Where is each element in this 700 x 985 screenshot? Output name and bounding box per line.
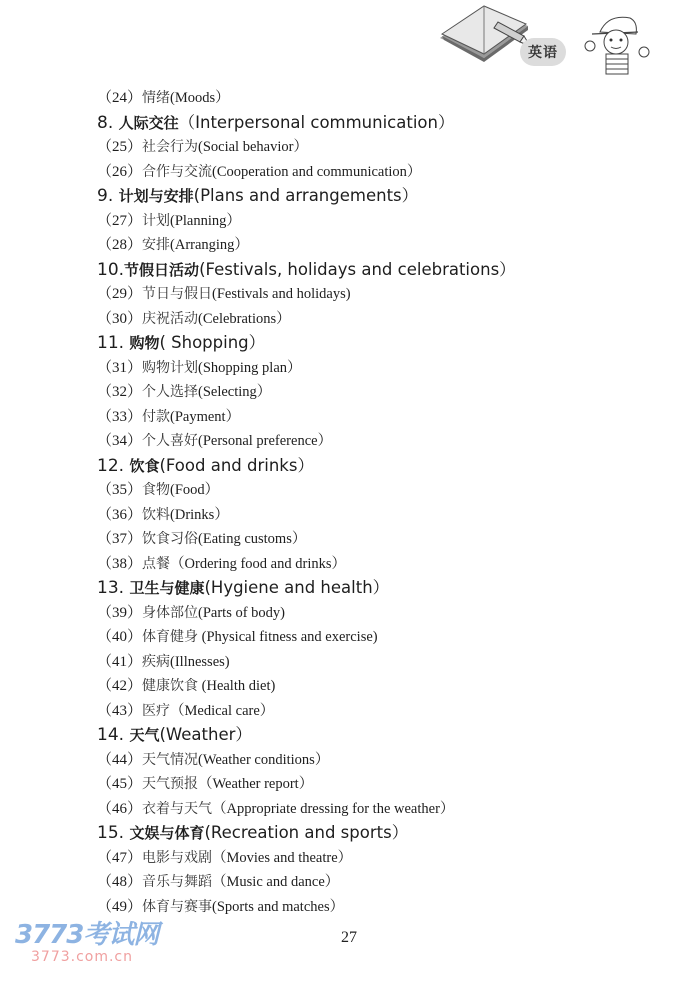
chinese-label: 体育健身 bbox=[142, 629, 199, 645]
english-label: (Illnesses) bbox=[170, 653, 230, 670]
item-number: （32） bbox=[97, 384, 143, 400]
item-number: （39） bbox=[97, 604, 143, 621]
chinese-label: 健康饮食 bbox=[142, 678, 199, 694]
list-item bbox=[97, 748, 657, 773]
chinese-label: 庆祝活动 bbox=[142, 310, 199, 327]
chinese-label: 文娱与体育 bbox=[129, 824, 205, 842]
section-heading bbox=[97, 111, 657, 136]
list-item bbox=[97, 209, 657, 234]
item-number: （34） bbox=[97, 433, 143, 449]
list-item bbox=[97, 307, 657, 332]
list-item bbox=[97, 870, 657, 895]
page-number: 27 bbox=[341, 929, 357, 946]
chinese-label: 医疗 bbox=[142, 702, 171, 719]
item-number: （47） bbox=[97, 849, 143, 866]
chinese-label: 天气情况 bbox=[142, 751, 199, 768]
list-item bbox=[97, 650, 657, 675]
item-number: （42） bbox=[97, 678, 143, 694]
chinese-label: 身体部位 bbox=[142, 604, 199, 621]
list-item bbox=[97, 356, 657, 381]
english-label: (Sports and matches） bbox=[212, 898, 345, 915]
item-number: （44） bbox=[97, 751, 143, 768]
item-number: 12. bbox=[97, 455, 130, 476]
english-label: (Cooperation and communication） bbox=[212, 163, 422, 180]
chinese-label: 饮料 bbox=[142, 506, 171, 523]
item-number: （28） bbox=[97, 237, 143, 253]
chinese-label: 饮食习俗 bbox=[142, 531, 199, 547]
item-number: （35） bbox=[97, 482, 143, 498]
chinese-label: 情绪 bbox=[142, 90, 171, 106]
list-item bbox=[97, 772, 657, 797]
list-item bbox=[97, 160, 657, 185]
item-number: 15. bbox=[97, 823, 130, 843]
english-label: （Music and dance） bbox=[212, 874, 340, 890]
chinese-label: 疾病 bbox=[142, 653, 171, 670]
english-label: （Movies and theatre） bbox=[212, 849, 353, 866]
english-label: (Recreation and sports） bbox=[204, 823, 409, 842]
english-label: (Moods） bbox=[170, 90, 230, 106]
watermark-main: 3773考试网 bbox=[15, 920, 159, 950]
chinese-label: 购物计划 bbox=[142, 359, 199, 376]
english-label: （Weather report） bbox=[198, 776, 314, 792]
item-number: （41） bbox=[97, 653, 143, 670]
list-item bbox=[97, 625, 657, 650]
chinese-label: 安排 bbox=[142, 237, 171, 253]
english-label: （Ordering food and drinks） bbox=[170, 555, 346, 572]
item-number: （29） bbox=[97, 286, 143, 302]
section-heading bbox=[97, 331, 657, 356]
list-item bbox=[97, 282, 657, 307]
list-item bbox=[97, 601, 657, 626]
english-label: (Weather conditions） bbox=[198, 751, 330, 768]
section-heading bbox=[97, 821, 657, 846]
list-item bbox=[97, 405, 657, 430]
english-label: (Hygiene and health） bbox=[204, 578, 390, 597]
chinese-label: 点餐 bbox=[142, 555, 171, 572]
watermark-url: 3773.com.cn bbox=[31, 949, 133, 965]
item-number: （36） bbox=[97, 506, 143, 523]
watermark bbox=[15, 921, 158, 965]
item-number: （37） bbox=[97, 531, 143, 547]
chinese-label: 食物 bbox=[142, 482, 171, 498]
english-label: (Social behavior） bbox=[198, 139, 308, 155]
chinese-label: 饮食 bbox=[129, 456, 160, 475]
item-number: （40） bbox=[97, 629, 143, 645]
chinese-label: 购物 bbox=[129, 334, 160, 352]
list-item bbox=[97, 478, 657, 503]
section-heading bbox=[97, 184, 657, 209]
item-number: （27） bbox=[97, 212, 143, 229]
english-label: (Food and drinks） bbox=[159, 455, 314, 475]
item-number: 10. bbox=[97, 259, 125, 280]
english-label: (Festivals, holidays and celebrations） bbox=[199, 259, 516, 279]
english-label: (Selecting） bbox=[198, 384, 272, 400]
list-item bbox=[97, 699, 657, 724]
item-number: 13. bbox=[97, 578, 130, 598]
chinese-label: 音乐与舞蹈 bbox=[142, 874, 213, 890]
english-label: (Arranging） bbox=[170, 237, 249, 253]
item-number: （30） bbox=[97, 310, 143, 327]
item-number: （31） bbox=[97, 359, 143, 376]
english-label: (Payment） bbox=[170, 408, 241, 425]
list-item bbox=[97, 233, 657, 258]
list-item bbox=[97, 846, 657, 871]
item-number: （49） bbox=[97, 898, 143, 915]
item-number: （38） bbox=[97, 555, 143, 572]
english-label: (Plans and arrangements） bbox=[193, 186, 419, 205]
english-label: （Medical care） bbox=[170, 702, 275, 719]
list-item bbox=[97, 552, 657, 577]
chinese-label: 合作与交流 bbox=[142, 163, 213, 180]
chinese-label: 个人喜好 bbox=[142, 433, 199, 449]
english-label: (Weather） bbox=[159, 725, 252, 744]
list-item bbox=[97, 674, 657, 699]
chinese-label: 卫生与健康 bbox=[129, 579, 205, 597]
item-number: （26） bbox=[97, 163, 143, 180]
list-item bbox=[97, 429, 657, 454]
item-number: （25） bbox=[97, 139, 143, 155]
english-label: ( Shopping） bbox=[159, 333, 266, 352]
english-label: (Health diet) bbox=[198, 678, 276, 694]
chinese-label: 天气 bbox=[129, 726, 160, 744]
cartoon-boy-icon bbox=[585, 17, 649, 74]
english-label: (Personal preference） bbox=[198, 433, 333, 449]
english-label: (Physical fitness and exercise) bbox=[198, 629, 378, 645]
english-label: (Shopping plan） bbox=[198, 359, 302, 376]
chinese-label: 天气预报 bbox=[142, 776, 199, 792]
item-number: （45） bbox=[97, 776, 143, 792]
list-item bbox=[97, 135, 657, 160]
section-heading bbox=[97, 454, 657, 479]
chinese-label: 计划 bbox=[142, 212, 171, 229]
list-item bbox=[97, 527, 657, 552]
english-label: (Festivals and holidays) bbox=[212, 286, 351, 302]
chinese-label: 电影与戏剧 bbox=[142, 849, 213, 866]
chinese-label: 衣着与天气 bbox=[142, 800, 213, 817]
item-number: （24） bbox=[97, 90, 143, 106]
chinese-label: 人际交往 bbox=[118, 113, 179, 132]
list-item bbox=[97, 797, 657, 822]
chinese-label: 体育与赛事 bbox=[142, 898, 213, 915]
english-label: （Appropriate dressing for the weather） bbox=[212, 800, 455, 817]
subject-badge: 英语 bbox=[520, 38, 566, 66]
english-label: (Parts of body) bbox=[198, 604, 286, 621]
topic-list bbox=[97, 86, 657, 919]
item-number: 8. bbox=[97, 112, 119, 133]
chinese-label: 社会行为 bbox=[142, 139, 199, 155]
chinese-label: 付款 bbox=[142, 408, 171, 425]
english-label: (Celebrations） bbox=[198, 310, 291, 327]
item-number: （33） bbox=[97, 408, 143, 425]
section-heading bbox=[97, 576, 657, 601]
item-number: （48） bbox=[97, 874, 143, 890]
item-number: （46） bbox=[97, 800, 143, 817]
item-number: 14. bbox=[97, 725, 130, 745]
section-heading bbox=[97, 258, 657, 283]
english-label: （Interpersonal communication） bbox=[178, 112, 455, 132]
chinese-label: 个人选择 bbox=[142, 384, 199, 400]
chinese-label: 节日与假日 bbox=[142, 286, 213, 302]
list-item bbox=[97, 895, 657, 920]
english-label: (Food） bbox=[170, 482, 220, 498]
list-item bbox=[97, 380, 657, 405]
chinese-label: 节假日活动 bbox=[124, 260, 200, 279]
list-item bbox=[97, 503, 657, 528]
chinese-label: 计划与安排 bbox=[118, 187, 194, 205]
item-number: （43） bbox=[97, 702, 143, 719]
item-number: 9. bbox=[97, 186, 119, 206]
section-heading bbox=[97, 723, 657, 748]
list-item bbox=[97, 86, 657, 111]
item-number: 11. bbox=[97, 333, 130, 353]
english-label: (Eating customs） bbox=[198, 531, 307, 547]
english-label: (Drinks） bbox=[170, 506, 229, 523]
english-label: (Planning） bbox=[170, 212, 241, 229]
